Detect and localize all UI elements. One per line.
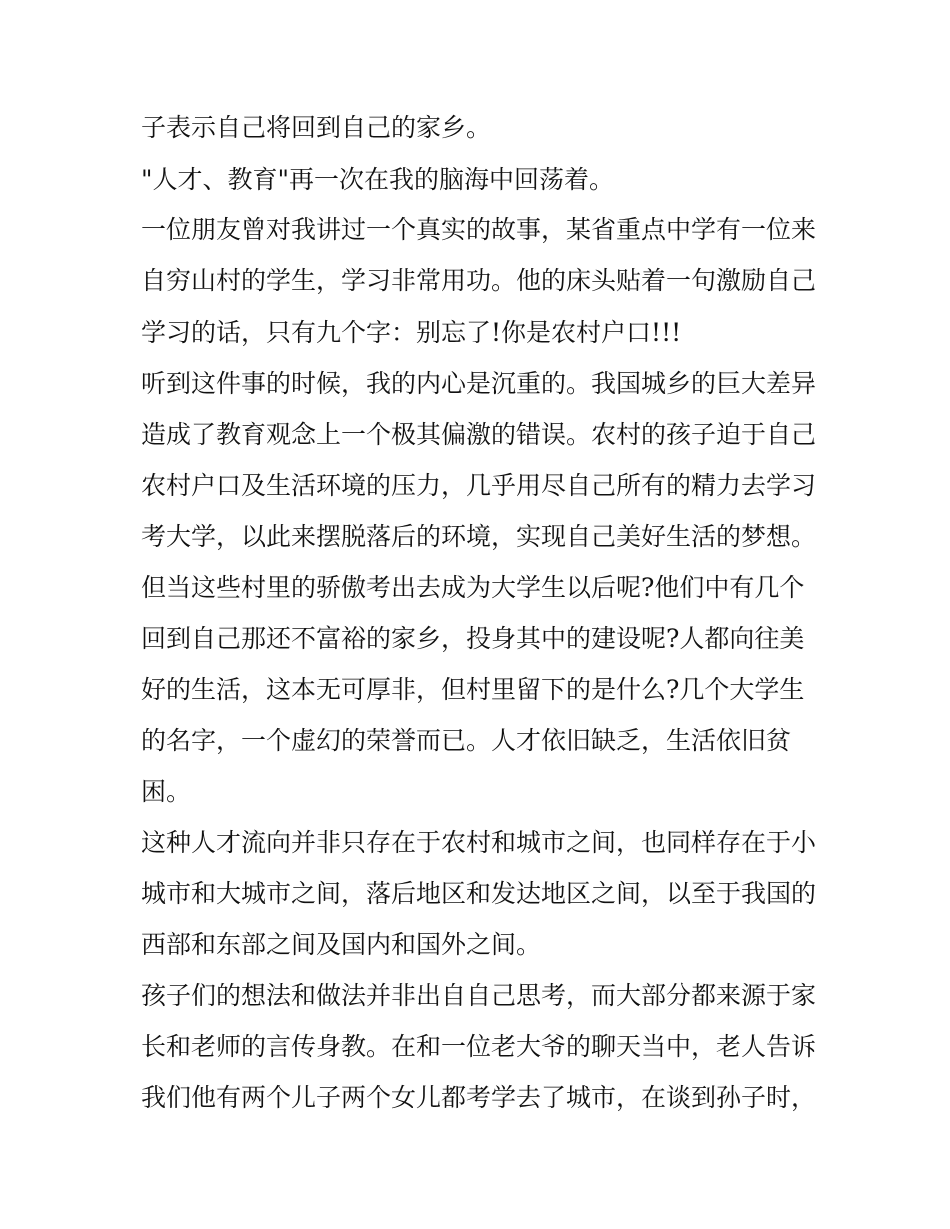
text-line: 的名字，一个虚幻的荣誉而已。人才依旧缺乏，生活依旧贫 xyxy=(141,726,792,755)
text-line: 回到自己那还不富裕的家乡，投身其中的建设呢?人都向往美 xyxy=(141,624,805,653)
text-line: 我们他有两个儿子两个女儿都考学去了城市，在谈到孙子时， xyxy=(141,1083,817,1112)
text-line: 听到这件事的时候，我的内心是沉重的。我国城乡的巨大差异 xyxy=(141,369,817,398)
text-line: 好的生活，这本无可厚非，但村里留下的是什么?几个大学生 xyxy=(141,675,805,704)
text-line: 城市和大城市之间，落后地区和发达地区之间，以至于我国的 xyxy=(141,879,817,908)
text-line: 造成了教育观念上一个极其偏激的错误。农村的孩子迫于自己 xyxy=(141,420,817,449)
text-line: 一位朋友曾对我讲过一个真实的故事，某省重点中学有一位来 xyxy=(141,215,817,244)
text-line: 西部和东部之间及国内和国外之间。 xyxy=(141,930,542,959)
text-line: 自穷山村的学生，学习非常用功。他的床头贴着一句激励自己 xyxy=(141,266,817,295)
text-line: 长和老师的言传身教。在和一位老大爷的聊天当中，老人告诉 xyxy=(141,1032,817,1061)
text-line: 困。 xyxy=(141,777,192,806)
text-line: 这种人才流向并非只存在于农村和城市之间，也同样存在于小 xyxy=(141,828,817,857)
text-line: "人才、教育"再一次在我的脑海中回荡着。 xyxy=(141,165,614,194)
text-line: 子表示自己将回到自己的家乡。 xyxy=(141,113,492,142)
text-line: 孩子们的想法和做法并非出自自己思考，而大部分都来源于家 xyxy=(141,981,817,1010)
text-line: 农村户口及生活环境的压力，几乎用尽自己所有的精力去学习 xyxy=(141,471,817,500)
text-line: 但当这些村里的骄傲考出去成为大学生以后呢?他们中有几个 xyxy=(141,573,805,602)
text-line: 考大学，以此来摆脱落后的环境，实现自己美好生活的梦想。 xyxy=(141,522,817,551)
text-line: 学习的话，只有九个字：别忘了!你是农村户口!!! xyxy=(141,318,682,347)
